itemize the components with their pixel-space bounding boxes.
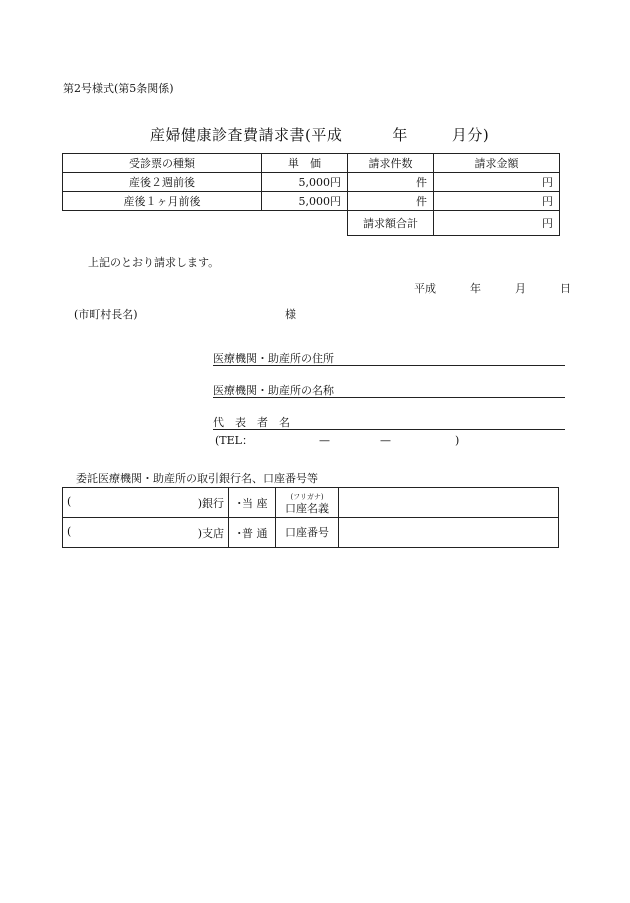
bank-row (63, 488, 559, 518)
mayor-name-label: (市町村長名) (74, 308, 138, 321)
total-row (63, 211, 560, 236)
paren-open: ( (67, 494, 72, 508)
table-row (63, 192, 560, 211)
blank-cell (63, 211, 262, 236)
honorific: 様 (285, 308, 296, 321)
branch-suffix: )支店 (197, 526, 224, 540)
bank-suffix: )銀行 (197, 496, 224, 510)
rep-char: 表 (235, 416, 246, 429)
row-amount-field[interactable]: 円 (434, 192, 560, 211)
tel-dash: — (318, 434, 330, 447)
bank-table (62, 487, 559, 548)
header-type: 受診票の種類 (63, 154, 262, 173)
row-count-field[interactable]: 件 (348, 173, 434, 192)
tel-dash: — (379, 434, 391, 447)
billing-header-row (63, 154, 560, 173)
address-field[interactable] (213, 350, 565, 366)
bank-section-title: 委託医療機関・助産所の取引銀行名、口座番号等 (76, 472, 318, 485)
account-type-current[interactable]: ･当 座 (229, 488, 276, 518)
paren-open: ( (67, 524, 72, 538)
row-type: 産後１ヶ月前後 (63, 192, 262, 211)
billing-table (62, 153, 560, 236)
facility-name-label: 医療機関・助産所の名称 (213, 384, 334, 397)
account-number-field[interactable] (339, 518, 559, 548)
rep-char: 代 (213, 416, 224, 429)
date-line (414, 280, 581, 296)
account-holder-label (276, 488, 339, 518)
row-unit-price: 5,000円 (262, 173, 348, 192)
date-day: 日 (560, 282, 571, 295)
title-year-label: 年 (392, 126, 408, 144)
bank-row (63, 518, 559, 548)
account-type-ordinary[interactable]: ･普 通 (229, 518, 276, 548)
tel-close: ) (454, 434, 460, 447)
total-label: 請求額合計 (348, 211, 434, 236)
account-holder-field[interactable] (339, 488, 559, 518)
holder-label: 口座名義 (285, 501, 329, 515)
page-title (150, 124, 489, 145)
rep-char: 者 (257, 416, 268, 429)
date-month: 月 (515, 282, 526, 295)
furigana-label: (フリガナ) (290, 492, 324, 501)
header-unit-price: 単 価 (262, 154, 348, 173)
header-count: 請求件数 (348, 154, 434, 173)
blank-cell (262, 211, 348, 236)
row-amount-field[interactable]: 円 (434, 173, 560, 192)
statement-text: 上記のとおり請求します。 (88, 256, 220, 269)
date-era: 平成 (414, 282, 436, 295)
form-number: 第2号様式(第5条関係) (63, 82, 174, 95)
row-unit-price: 5,000円 (262, 192, 348, 211)
bank-name-field[interactable] (63, 488, 229, 518)
row-count-field[interactable]: 件 (348, 192, 434, 211)
rep-char: 名 (279, 416, 290, 429)
representative-field[interactable] (213, 414, 565, 430)
account-number-label: 口座番号 (276, 518, 339, 548)
address-label: 医療機関・助産所の住所 (213, 352, 334, 365)
title-main: 産婦健康診査費請求書(平成 (150, 126, 343, 144)
branch-name-field[interactable] (63, 518, 229, 548)
table-row (63, 173, 560, 192)
title-month-label: 月分) (451, 126, 490, 144)
facility-name-field[interactable] (213, 382, 565, 398)
date-year: 年 (470, 282, 481, 295)
header-amount: 請求金額 (434, 154, 560, 173)
total-amount-field[interactable]: 円 (434, 211, 560, 236)
row-type: 産後２週前後 (63, 173, 262, 192)
tel-line[interactable] (215, 432, 459, 448)
tel-label: (TEL： (215, 434, 253, 447)
